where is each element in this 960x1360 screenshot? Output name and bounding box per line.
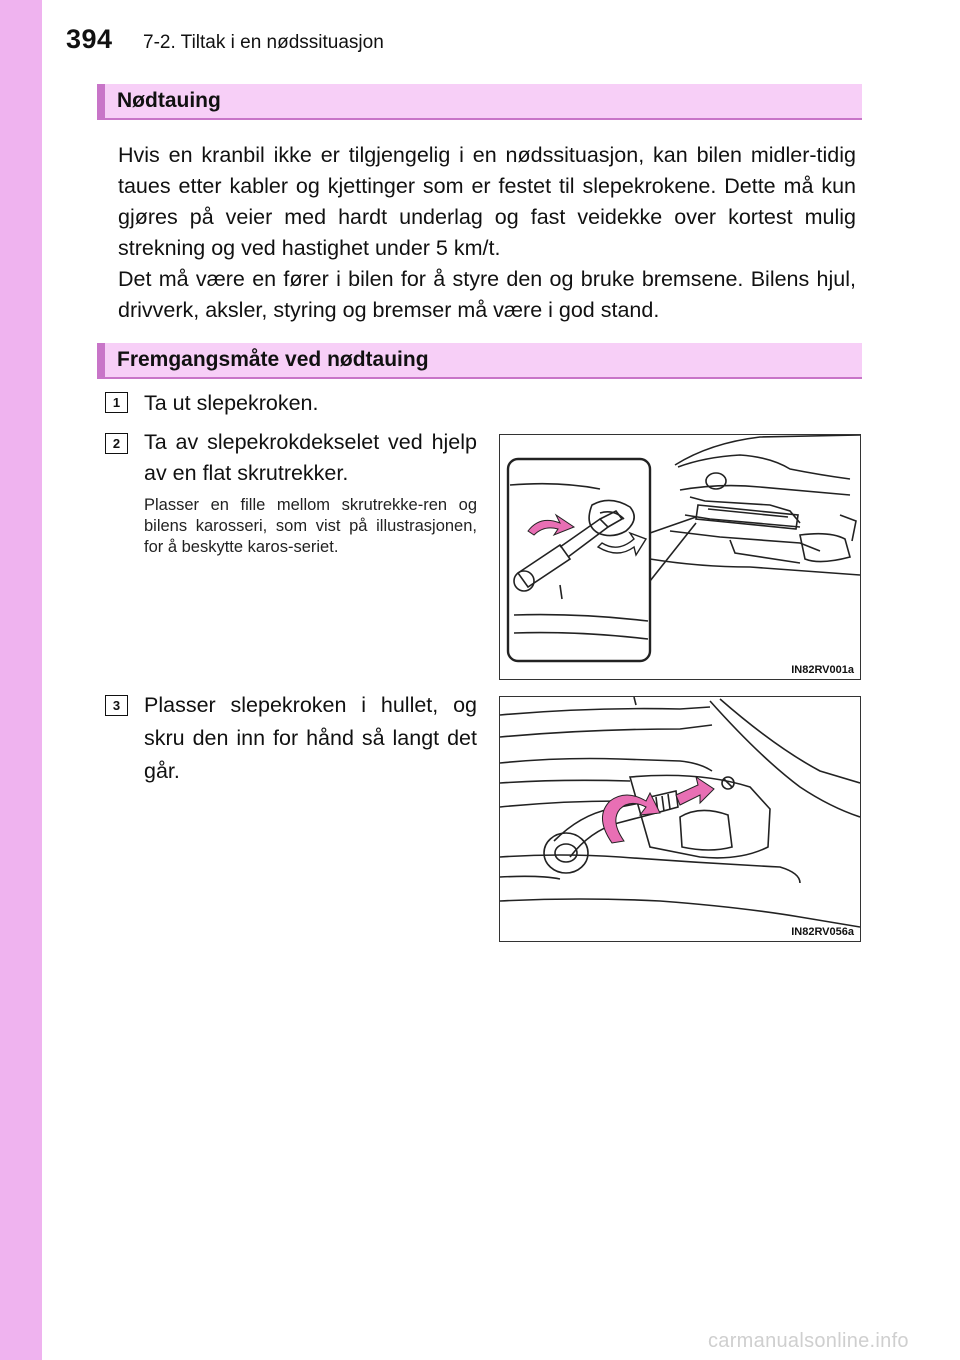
watermark: carmanualsonline.info <box>708 1330 909 1352</box>
step-text-1: Ta ut slepekroken. <box>144 391 319 415</box>
figure-insert-hook <box>499 696 861 942</box>
intro-paragraph-1: Hvis en kranbil ikke er tilgjengelig i en nødssituasjon, kan bilen midler-tidig taues etter kabler og kjettinger som er festet til slepekrokene. Dette må kun gjøres på veier med hardt underlag og fast veidekke over kortest mulig strekning og ved hastighet under 5 km/t. <box>118 143 856 260</box>
page-side-bar <box>0 0 42 1360</box>
section-title: Fremgangsmåte ved nødtauing <box>117 348 429 371</box>
section-title: Nødtauing <box>117 89 221 112</box>
step-text-3: Plasser slepekroken i hullet, og skru den inn for hånd så langt det går. <box>144 693 477 783</box>
section-header-procedure <box>97 343 862 379</box>
figure-label: IN82RV056a <box>791 926 854 938</box>
section-path: 7-2. Tiltak i en nødssituasjon <box>143 32 384 53</box>
page-number: 394 <box>66 24 113 54</box>
cover-removal-illustration <box>500 435 860 679</box>
step-number-2: 2 <box>105 433 128 454</box>
step-note-2: Plasser en fille mellom skrutrekke-ren og bilens karosseri, som vist på illustrasjonen, for å beskytte karos-seriet. <box>144 496 477 556</box>
intro-text <box>118 140 856 326</box>
intro-paragraph-2: Det må være en fører i bilen for å styre den og bruke bremsene. Bilens hjul, drivverk, aksler, styring og bremser må være i god stand. <box>118 267 856 322</box>
section-header-emergency-towing <box>97 84 862 120</box>
hook-insertion-illustration <box>500 697 860 941</box>
figure-remove-cover <box>499 434 861 680</box>
step-number-3: 3 <box>105 695 128 716</box>
step-number-1: 1 <box>105 392 128 413</box>
figure-label: IN82RV001a <box>791 664 854 676</box>
step-text-2: Ta av slepekrokdekselet ved hjelp av en flat skrutrekker. <box>144 430 477 485</box>
